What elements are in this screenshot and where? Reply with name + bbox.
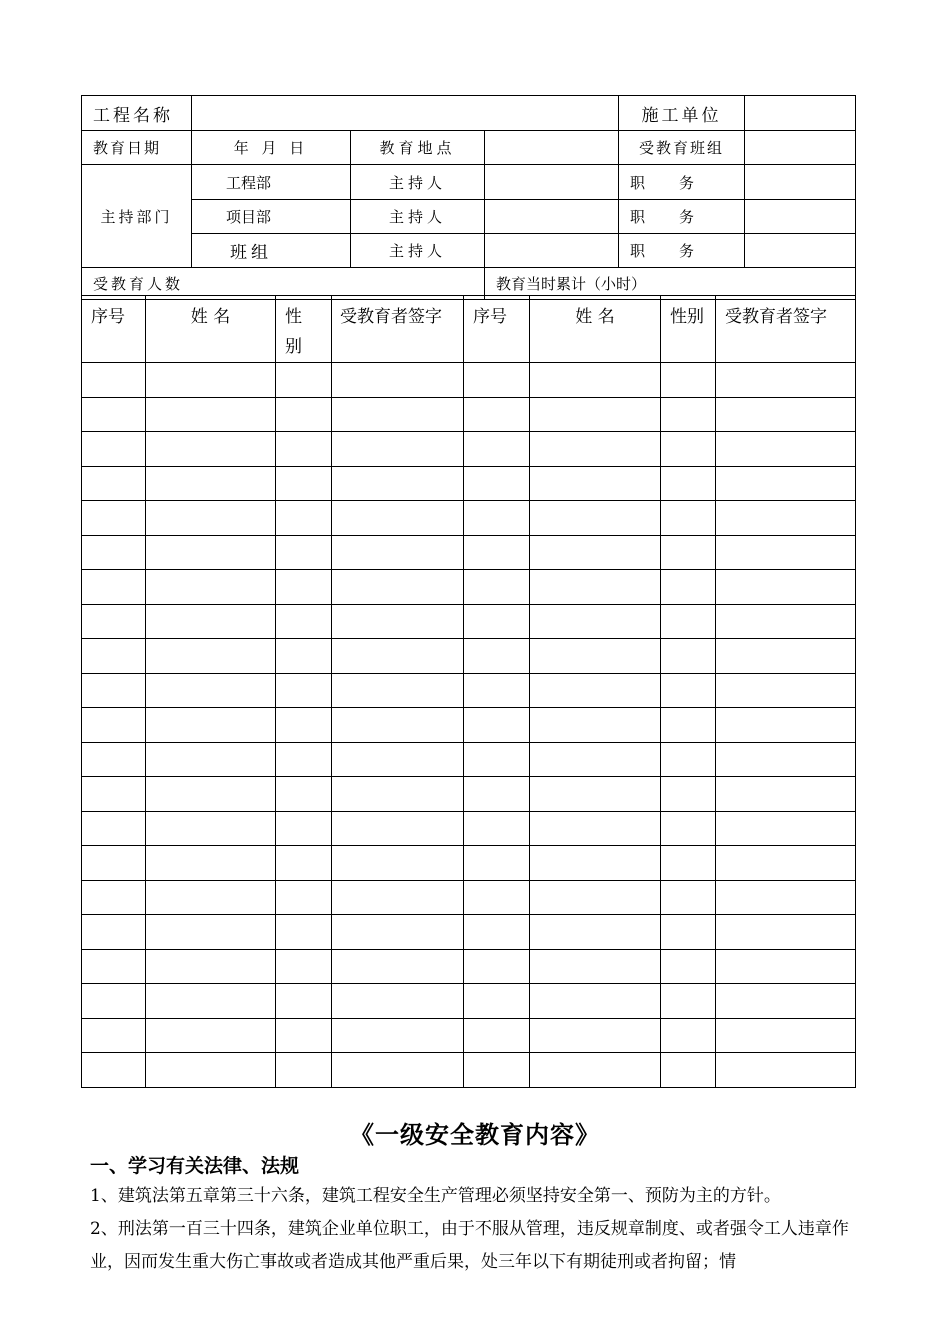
gender-cell-2[interactable] [661,1053,716,1088]
seq-cell[interactable] [82,777,146,812]
seq-cell-2[interactable] [464,639,530,674]
table-row [82,880,856,915]
cumulative-hours-label: 教育当时累计（小时） [485,268,856,300]
seq-cell[interactable] [82,466,146,501]
trained-team-label: 受教育班组 [619,131,745,165]
seq-cell[interactable] [82,397,146,432]
paragraph-1: 1、建筑法第五章第三十六条，建筑工程安全生产管理必须坚持安全第一、预防为主的方针。 [90,1186,781,1206]
signature-cell-2[interactable] [716,604,856,639]
gender-cell-2[interactable] [661,1018,716,1053]
signature-cell[interactable] [332,984,464,1019]
host-field[interactable] [485,234,619,268]
signature-cell-2[interactable] [716,363,856,398]
dept-name: 工程部 [192,165,351,200]
table-row [82,708,856,743]
seq-cell[interactable] [82,708,146,743]
seq-cell-2[interactable] [464,984,530,1019]
gender-cell-2[interactable] [661,708,716,743]
table-row [82,501,856,536]
gender-cell-2[interactable] [661,777,716,812]
gender-header: 性 别 [276,296,332,363]
signature-cell[interactable] [332,363,464,398]
table-row [82,742,856,777]
name-cell-2[interactable] [530,984,661,1019]
table-row [82,949,856,984]
seq-cell-2[interactable] [464,949,530,984]
name-cell-2[interactable] [530,501,661,536]
seq-cell[interactable] [82,673,146,708]
table-row [82,363,856,398]
name-cell-2[interactable] [530,846,661,881]
gender-cell[interactable] [276,432,332,467]
project-name-field[interactable] [192,96,619,131]
seq-cell-2[interactable] [464,397,530,432]
signature-cell[interactable] [332,880,464,915]
gender-cell[interactable] [276,846,332,881]
seq-cell-2[interactable] [464,915,530,950]
signature-cell-2[interactable] [716,880,856,915]
signature-cell-2[interactable] [716,915,856,950]
gender-cell-2[interactable] [661,949,716,984]
seq-cell-2[interactable] [464,880,530,915]
name-cell-2[interactable] [530,811,661,846]
gender-cell[interactable] [276,949,332,984]
signature-cell-2[interactable] [716,811,856,846]
position-field[interactable] [745,234,856,268]
name-cell[interactable] [146,501,276,536]
seq-cell-2[interactable] [464,811,530,846]
gender-cell[interactable] [276,777,332,812]
seq-cell-2[interactable] [464,742,530,777]
signature-cell-2[interactable] [716,742,856,777]
signature-cell[interactable] [332,639,464,674]
name-cell[interactable] [146,1053,276,1088]
gender-cell-2[interactable] [661,535,716,570]
gender-cell-2[interactable] [661,397,716,432]
seq-cell-2[interactable] [464,673,530,708]
seq-cell-2[interactable] [464,1053,530,1088]
signature-cell-2[interactable] [716,432,856,467]
name-cell-2[interactable] [530,639,661,674]
seq-cell-2[interactable] [464,535,530,570]
name-cell-2[interactable] [530,673,661,708]
edu-date-field[interactable]: 年 月 日 [192,131,351,165]
document-title: 《一级安全教育内容》 [350,1121,600,1149]
gender-cell[interactable] [276,915,332,950]
name-cell[interactable] [146,363,276,398]
signature-cell[interactable] [332,466,464,501]
seq-cell-2[interactable] [464,466,530,501]
construction-unit-label: 施工单位 [619,96,745,131]
table-row [82,535,856,570]
signature-cell-2[interactable] [716,397,856,432]
gender-cell-2[interactable] [661,984,716,1019]
gender-cell-2[interactable] [661,846,716,881]
signature-cell[interactable] [332,604,464,639]
name-cell-2[interactable] [530,535,661,570]
signature-cell-2[interactable] [716,777,856,812]
name-cell[interactable] [146,673,276,708]
gender-cell-2[interactable] [661,466,716,501]
name-cell[interactable] [146,708,276,743]
signature-cell-2[interactable] [716,1018,856,1053]
trained-team-field[interactable] [745,131,856,165]
gender-cell[interactable] [276,984,332,1019]
name-cell[interactable] [146,811,276,846]
gender-cell-2[interactable] [661,432,716,467]
edu-location-label: 教育地点 [351,131,485,165]
table-row [82,570,856,605]
seq-cell[interactable] [82,811,146,846]
name-cell[interactable] [146,397,276,432]
seq-cell[interactable] [82,880,146,915]
signature-cell-2[interactable] [716,501,856,536]
table-row [82,1018,856,1053]
edu-location-field[interactable] [485,131,619,165]
gender-cell[interactable] [276,742,332,777]
gender-cell-2[interactable] [661,570,716,605]
name-cell[interactable] [146,639,276,674]
name-cell-2[interactable] [530,708,661,743]
seq-cell[interactable] [82,501,146,536]
name-cell[interactable] [146,432,276,467]
gender-cell[interactable] [276,639,332,674]
signature-cell[interactable] [332,846,464,881]
gender-cell-2[interactable] [661,811,716,846]
signature-cell[interactable] [332,708,464,743]
signature-cell-2[interactable] [716,466,856,501]
table-row [82,1053,856,1088]
signature-cell-2[interactable] [716,535,856,570]
name-cell-2[interactable] [530,363,661,398]
signature-header-2: 受教育者签字 [716,296,856,363]
table-row [82,984,856,1019]
gender-cell[interactable] [276,397,332,432]
seq-cell-2[interactable] [464,846,530,881]
gender-cell[interactable] [276,1018,332,1053]
dept-name: 班组 [192,234,351,268]
table-row [82,915,856,950]
seq-cell-2[interactable] [464,777,530,812]
signature-cell-2[interactable] [716,639,856,674]
gender-cell[interactable] [276,1053,332,1088]
seq-cell[interactable] [82,742,146,777]
name-cell[interactable] [146,777,276,812]
name-cell-2[interactable] [530,777,661,812]
seq-cell-2[interactable] [464,363,530,398]
signature-cell[interactable] [332,949,464,984]
signature-cell[interactable] [332,915,464,950]
seq-cell-2[interactable] [464,432,530,467]
table-row [82,777,856,812]
seq-cell[interactable] [82,432,146,467]
gender-cell-2[interactable] [661,501,716,536]
seq-cell-2[interactable] [464,501,530,536]
name-cell[interactable] [146,846,276,881]
seq-cell[interactable] [82,1018,146,1053]
gender-cell-2[interactable] [661,742,716,777]
gender-cell[interactable] [276,570,332,605]
name-cell[interactable] [146,984,276,1019]
seq-cell[interactable] [82,949,146,984]
name-cell-2[interactable] [530,570,661,605]
signature-cell[interactable] [332,811,464,846]
seq-cell[interactable] [82,363,146,398]
project-name-label: 工程名称 [82,96,192,131]
position-field[interactable] [745,165,856,200]
table-row [82,639,856,674]
name-cell-2[interactable] [530,466,661,501]
name-cell-2[interactable] [530,880,661,915]
name-cell-2[interactable] [530,742,661,777]
edu-date-label: 教育日期 [82,131,192,165]
dept-name: 项目部 [192,200,351,234]
signature-cell[interactable] [332,777,464,812]
paragraph-2: 2、刑法第一百三十四条，建筑企业单位职工，由于不服从管理，违反规章制度、或者强令工人违章作业，因而发生重大伤亡事故或者造成其他严重后果，处三年以下有期徒刑或者拘留；情 [90,1219,849,1272]
signature-cell-2[interactable] [716,1053,856,1088]
signature-cell[interactable] [332,673,464,708]
position-label: 职 务 [619,234,745,268]
seq-cell[interactable] [82,915,146,950]
seq-cell[interactable] [82,984,146,1019]
seq-cell[interactable] [82,639,146,674]
name-cell-2[interactable] [530,397,661,432]
seq-cell-2[interactable] [464,708,530,743]
name-cell[interactable] [146,604,276,639]
gender-cell-2[interactable] [661,915,716,950]
signature-cell[interactable] [332,432,464,467]
signature-cell-2[interactable] [716,570,856,605]
position-label: 职 务 [619,200,745,234]
gender-cell[interactable] [276,501,332,536]
name-cell[interactable] [146,535,276,570]
trainee-count-label: 受教育人数 [82,268,485,300]
seq-header: 序号 [82,296,146,363]
gender-cell[interactable] [276,466,332,501]
name-cell[interactable] [146,880,276,915]
seq-cell[interactable] [82,604,146,639]
gender-cell[interactable] [276,708,332,743]
gender-cell-2[interactable] [661,604,716,639]
name-cell[interactable] [146,742,276,777]
host-dept-label: 主持部门 [82,165,192,268]
name-cell[interactable] [146,570,276,605]
table-row [82,604,856,639]
gender-cell-2[interactable] [661,673,716,708]
seq-cell-2[interactable] [464,570,530,605]
signature-cell[interactable] [332,1018,464,1053]
name-cell[interactable] [146,466,276,501]
seq-cell[interactable] [82,570,146,605]
gender-cell[interactable] [276,811,332,846]
gender-cell[interactable] [276,363,332,398]
gender-cell-2[interactable] [661,880,716,915]
name-header: 姓 名 [146,296,276,363]
gender-cell-2[interactable] [661,363,716,398]
signature-cell-2[interactable] [716,846,856,881]
table-row [82,846,856,881]
signature-cell-2[interactable] [716,673,856,708]
host-label: 主持人 [351,234,485,268]
gender-cell[interactable] [276,535,332,570]
name-cell-2[interactable] [530,432,661,467]
seq-cell-2[interactable] [464,1018,530,1053]
host-label: 主持人 [351,165,485,200]
name-cell-2[interactable] [530,1053,661,1088]
host-field[interactable] [485,200,619,234]
name-header-2: 姓 名 [530,296,661,363]
name-cell-2[interactable] [530,915,661,950]
seq-cell[interactable] [82,1053,146,1088]
name-cell-2[interactable] [530,1018,661,1053]
signature-cell[interactable] [332,501,464,536]
name-cell[interactable] [146,915,276,950]
signature-cell[interactable] [332,397,464,432]
position-field[interactable] [745,200,856,234]
construction-unit-field[interactable] [745,96,856,131]
section-heading: 一、学习有关法律、法规 [90,1155,300,1177]
name-cell-2[interactable] [530,604,661,639]
seq-cell-2[interactable] [464,604,530,639]
table-row [82,811,856,846]
table-row [82,466,856,501]
roster-table [81,295,856,1088]
table-row [82,397,856,432]
name-cell[interactable] [146,1018,276,1053]
gender-header-2: 性别 [661,296,716,363]
table-row [82,432,856,467]
signature-header: 受教育者签字 [332,296,464,363]
seq-cell[interactable] [82,846,146,881]
seq-header-2: 序号 [464,296,530,363]
gender-cell[interactable] [276,673,332,708]
info-table [81,95,856,300]
name-cell-2[interactable] [530,949,661,984]
seq-cell[interactable] [82,535,146,570]
signature-cell[interactable] [332,1053,464,1088]
gender-cell[interactable] [276,880,332,915]
gender-cell-2[interactable] [661,639,716,674]
host-label: 主持人 [351,200,485,234]
name-cell[interactable] [146,949,276,984]
signature-cell-2[interactable] [716,949,856,984]
signature-cell-2[interactable] [716,708,856,743]
signature-cell[interactable] [332,570,464,605]
signature-cell-2[interactable] [716,984,856,1019]
gender-cell[interactable] [276,604,332,639]
position-label: 职 务 [619,165,745,200]
signature-cell[interactable] [332,535,464,570]
signature-cell[interactable] [332,742,464,777]
host-field[interactable] [485,165,619,200]
table-row [82,673,856,708]
